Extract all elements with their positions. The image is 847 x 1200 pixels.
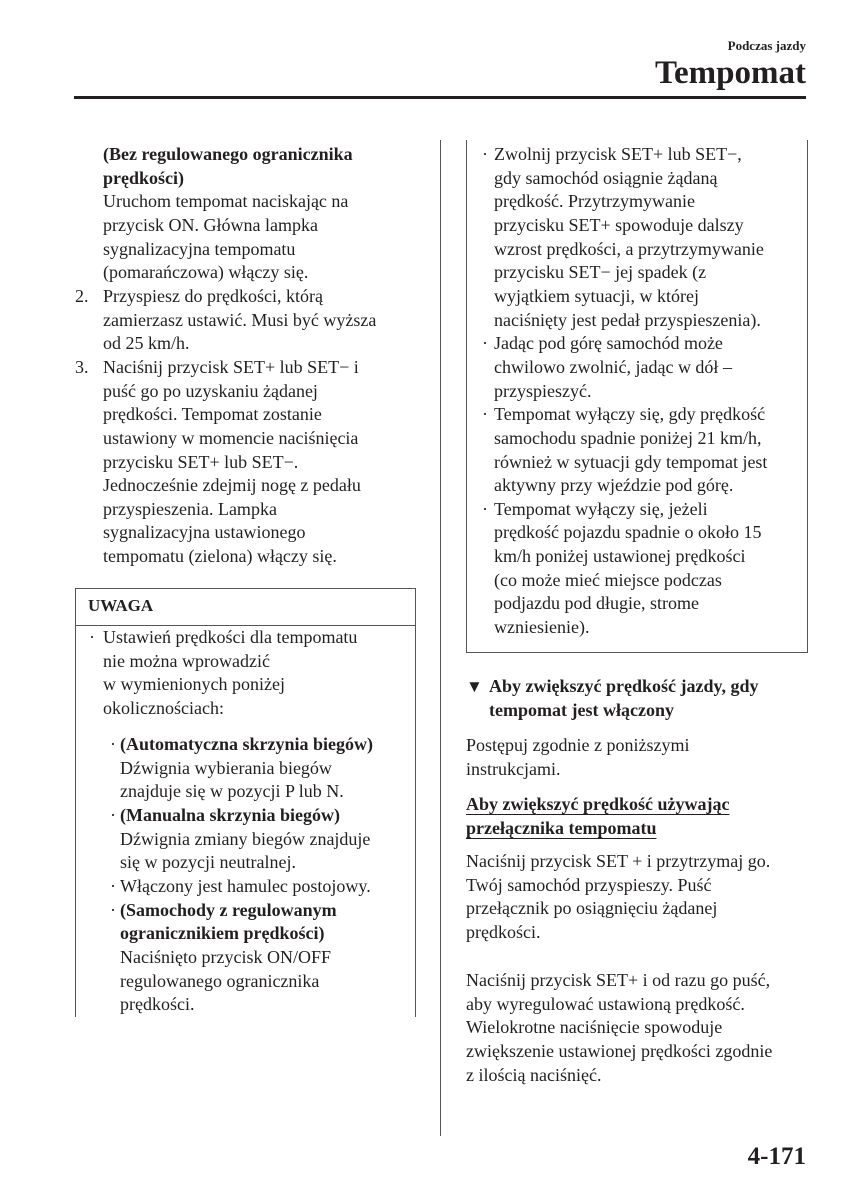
note-item-heading: (Manualna skrzynia biegów) [120, 805, 341, 825]
info-bullet: Tempomat wyłączy się, gdy prędkość samochodu spadnie poniżej 21 km/h, również w sytuacji gdy tempomat jest aktywny przy wjeździe pod górę. [494, 404, 768, 496]
note-item-heading: (Automatyczna skrzynia biegów) [120, 734, 373, 754]
bullet-icon: · [89, 627, 95, 647]
left-intro: Uruchom tempomat naciskając na przycisk ON. Główna lampka sygnalizacyjna tempomatu (pomarańczowa) włączy się. [103, 191, 349, 283]
note-bullet: Ustawień prędkości dla tempomatu nie można wprowadzić w wymienionych poniżej okolicznościach: [103, 627, 358, 718]
note-item-text: Włączony jest hamulec postojowy. [120, 876, 371, 896]
subheading: przełącznika tempomatu [466, 818, 657, 838]
info-bullet: Jadąc pod górę samochód może chwilowo zwolnić, jadąc w dół – przyspieszyć. [494, 333, 732, 401]
note-item-heading: (Samochody z regulowanym ogranicznikiem prędkości) [120, 899, 337, 944]
bullet-icon: · [482, 498, 488, 519]
note-item-text: Naciśnięto przycisk ON/OFF regulowanego ogranicznika prędkości. [120, 946, 331, 1015]
bullet-icon: · [482, 144, 488, 164]
column-divider [440, 140, 441, 1136]
left-heading: (Bez regulowanego ogranicznika prędkości) [103, 144, 353, 188]
section-label: Podczas jazdy [727, 38, 806, 53]
step-number: 2. [75, 285, 89, 306]
step-text: Przyspiesz do prędkości, którą zamierzasz ustawić. Musi być wyższa od 25 km/h. [103, 285, 377, 354]
note-item-text: Dźwignia zmiany biegów znajduje się w pozycji neutralnej. [120, 828, 371, 873]
note-item-text: Dźwignia wybierania biegów znajduje się w pozycji P lub N. [120, 757, 344, 802]
step-text: Naciśnij przycisk SET+ lub SET− i puść go po uzyskaniu żądanej prędkości. Tempomat zostanie ustawiony w momencie naciśnięcia przycisku SET+ lub SET−. Jednocześnie zdejmij nogę z pedału przyspieszenia. Lampka sygnalizacyjna ustawionego tempomatu (zielona) włączy się. [103, 356, 361, 567]
bullet-icon: · [110, 899, 116, 920]
bullet-icon: · [482, 333, 488, 354]
paragraph: Naciśnij przycisk SET + i przytrzymaj go. Twój samochód przyspieszy. Puść przełącznik po osiągnięciu żądanej prędkości. [466, 851, 771, 942]
section-heading: Aby zwiększyć prędkość jazdy, gdy tempomat jest włączony [489, 676, 759, 720]
note-title: UWAGA [76, 589, 415, 626]
page-title: Tempomat [655, 55, 806, 91]
header-rule [74, 96, 806, 99]
step-number: 3. [75, 356, 89, 377]
bullet-icon: · [482, 404, 488, 425]
triangle-marker-icon: ▼ [466, 677, 483, 696]
bullet-icon: · [110, 734, 116, 754]
subheading: Aby zwiększyć prędkość używając [466, 794, 730, 814]
paragraph: Naciśnij przycisk SET+ i od razu go puść, aby wyregulować ustawioną prędkość. Wielokrotne naciśnięcie spowoduje zwiększenie ustawionej prędkości zgodnie z ilością naciśnięć. [466, 970, 773, 1085]
page-number: 4-171 [747, 1143, 806, 1170]
bullet-icon: · [110, 876, 116, 896]
bullet-icon: · [110, 805, 116, 825]
info-bullet: Tempomat wyłączy się, jeżeli prędkość pojazdu spadnie o około 15 km/h poniżej ustawionej prędkości (co może mieć miejsce podczas podjazdu pod długie, strome wzniesienie). [494, 498, 762, 638]
intro-text: Postępuj zgodnie z poniższymi instrukcjami. [466, 735, 690, 779]
info-bullet: Zwolnij przycisk SET+ lub SET−, gdy samochód osiągnie żądaną prędkość. Przytrzymywanie przycisku SET+ spowoduje dalszy wzrost prędkości, a przytrzymywanie przycisku SET− jej spadek (z wyjątkiem sytuacji, w której naciśnięty jest pedał przyspieszenia). [494, 144, 764, 330]
